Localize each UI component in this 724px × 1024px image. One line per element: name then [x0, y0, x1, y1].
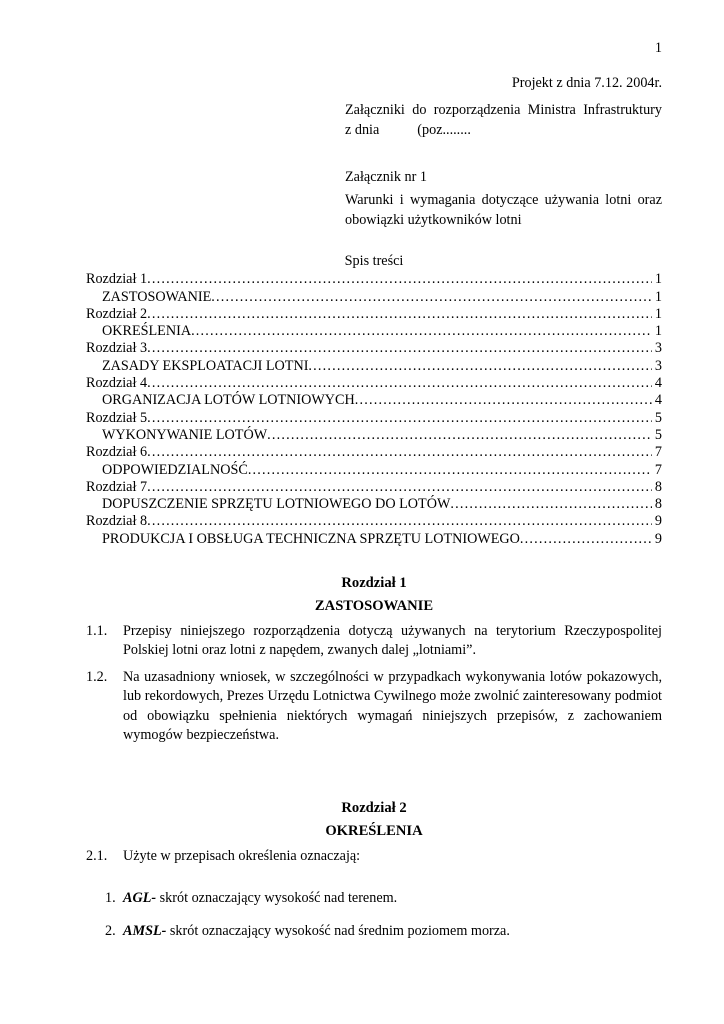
toc-entry: [86, 427, 662, 444]
toc-entry: [86, 375, 662, 392]
toc-entry-label: ZASTOSOWANIE: [102, 288, 212, 305]
toc-entry-page: 1: [654, 305, 662, 322]
paragraph-text: Przepisy niniejszego rozporządzenia dotyczą używanych na terytorium Rzeczypospolitej Polskiej lotni oraz lotni z napędem, zwanych dalej „lotniami”.: [123, 623, 662, 659]
toc-entry-label: Rozdział 4: [86, 375, 148, 392]
chapter-2-section: [86, 797, 662, 941]
toc-leader-dots: [248, 462, 652, 479]
toc-entry-label: PRODUKCJA I OBSŁUGA TECHNICZNA SPRZĘTU LOTNIOWEGO: [102, 530, 520, 547]
toc-entry: [86, 392, 662, 409]
toc-entry-label: DOPUSZCZENIE SPRZĘTU LOTNIOWEGO DO LOTÓW: [102, 496, 451, 513]
chapter-2-heading: Rozdział 2: [341, 800, 407, 817]
toc-entry-page: 1: [654, 288, 662, 305]
toc-leader-dots: [267, 427, 652, 444]
toc-entry: [86, 323, 662, 340]
toc-leader-dots: [308, 358, 652, 375]
toc-leader-dots: [147, 375, 652, 392]
toc-leader-dots: [520, 531, 652, 548]
definition-text: [123, 889, 662, 908]
toc-entry-page: 4: [654, 392, 662, 409]
attachment-intro: [345, 100, 662, 140]
toc-entry-label: Rozdział 2: [86, 305, 148, 322]
toc-entry-page: 5: [654, 426, 662, 443]
toc-leader-dots: [147, 271, 652, 288]
toc-leader-dots: [147, 306, 652, 323]
toc-entry-page: 8: [654, 496, 662, 513]
toc-entry-page: 1: [654, 323, 662, 340]
toc-entry: [86, 496, 662, 513]
toc-entry: [86, 513, 662, 530]
paragraph-2-1: [86, 847, 662, 866]
toc-entry: [86, 462, 662, 479]
toc-entry: [86, 479, 662, 496]
toc-entry-page: 9: [654, 513, 662, 530]
paragraph-number: 1.1.: [86, 623, 108, 640]
toc-entry-page: 3: [654, 340, 662, 357]
toc-entry-label: Rozdział 1: [86, 271, 148, 288]
toc-entry: [86, 444, 662, 461]
toc-entry-label: ODPOWIEDZIALNOŚĆ: [102, 461, 248, 478]
definition-item-amsl: [105, 922, 662, 941]
annex-description: Warunki i wymagania dotyczące używania lotni oraz obowiązki użytkowników lotni: [345, 192, 662, 228]
toc-entry: [86, 271, 662, 288]
toc-leader-dots: [147, 444, 652, 461]
definition-number: 2.: [105, 923, 116, 940]
toc-entry-label: ORGANIZACJA LOTÓW LOTNIOWYCH: [102, 392, 355, 409]
toc-entry: [86, 410, 662, 427]
toc-leader-dots: [211, 289, 652, 306]
attachment-poz-placeholder: (poz........: [417, 122, 471, 138]
attachment-intro-line2: [345, 120, 662, 140]
definition-term: AMSL-: [123, 923, 167, 940]
toc-entry: [86, 289, 662, 306]
definition-item-agl: [105, 889, 662, 908]
toc-title: Spis treści: [344, 253, 404, 269]
toc-leader-dots: [355, 392, 652, 409]
toc-entry-page: 4: [654, 375, 662, 392]
toc-leader-dots: [147, 340, 652, 357]
toc-entry-label: Rozdział 3: [86, 340, 148, 357]
attachment-intro-line1: Załączniki do rozporządzenia Ministra Infrastruktury: [345, 102, 662, 118]
draft-date-note: Projekt z dnia 7.12. 2004r.: [511, 75, 662, 91]
chapter-1-heading: Rozdział 1: [341, 575, 407, 592]
toc-entry-label: WYKONYWANIE LOTÓW: [102, 426, 268, 443]
toc-entry: [86, 358, 662, 375]
toc-entry-page: 8: [654, 478, 662, 495]
paragraph-text: Użyte w przepisach określenia oznaczają:: [123, 848, 361, 865]
toc-entry-page: 9: [654, 530, 662, 547]
toc-entry-label: ZASADY EKSPLOATACJI LOTNI: [102, 357, 309, 374]
attachment-date-label: z dnia: [345, 122, 380, 138]
toc-entry-label: OKREŚLENIA: [102, 323, 192, 340]
toc-entry: [86, 306, 662, 323]
toc-entry-label: Rozdział 6: [86, 444, 148, 461]
chapter-1-section: [86, 572, 662, 745]
page-number: 1: [654, 40, 662, 56]
annex-title: Załącznik nr 1: [345, 169, 427, 185]
toc-leader-dots: [450, 496, 652, 513]
toc-entry: [86, 340, 662, 357]
chapter-2-subheading: OKREŚLENIA: [325, 823, 423, 840]
definition-term: AGL-: [123, 889, 157, 906]
paragraph-1-1: [86, 622, 662, 661]
chapter-1-subheading: ZASTOSOWANIE: [314, 598, 434, 615]
paragraph-1-2: [86, 668, 662, 746]
table-of-contents: [86, 271, 662, 548]
toc-entry-label: Rozdział 8: [86, 513, 148, 530]
toc-entry-page: 7: [654, 444, 662, 461]
paragraph-number: 1.2.: [86, 668, 108, 685]
definition-body: skrót oznaczający wysokość nad średnim poziomem morza.: [169, 923, 510, 940]
toc-leader-dots: [147, 513, 652, 530]
toc-leader-dots: [191, 323, 652, 340]
toc-entry-page: 7: [654, 461, 662, 478]
toc-entry: [86, 531, 662, 548]
toc-entry-page: 1: [654, 271, 662, 288]
paragraph-text: Na uzasadniony wniosek, w szczególności w przypadkach wykonywania lotów pokazowych, lub rekordowych, Prezes Urzędu Lotnictwa Cywilnego może zwolnić zainteresowany podmiot od obowiązku spełnienia niektórych wymagań niniejszych przepisów, z zachowaniem wymogów bezpieczeństwa.: [123, 668, 662, 744]
toc-leader-dots: [147, 479, 652, 496]
paragraph-number: 2.1.: [86, 848, 108, 865]
definition-number: 1.: [105, 889, 116, 906]
toc-entry-label: Rozdział 7: [86, 478, 148, 495]
toc-leader-dots: [147, 410, 652, 427]
toc-entry-page: 5: [654, 409, 662, 426]
definition-text: [123, 922, 662, 941]
definition-body: skrót oznaczający wysokość nad terenem.: [159, 889, 398, 906]
toc-entry-label: Rozdział 5: [86, 409, 148, 426]
toc-entry-page: 3: [654, 357, 662, 374]
